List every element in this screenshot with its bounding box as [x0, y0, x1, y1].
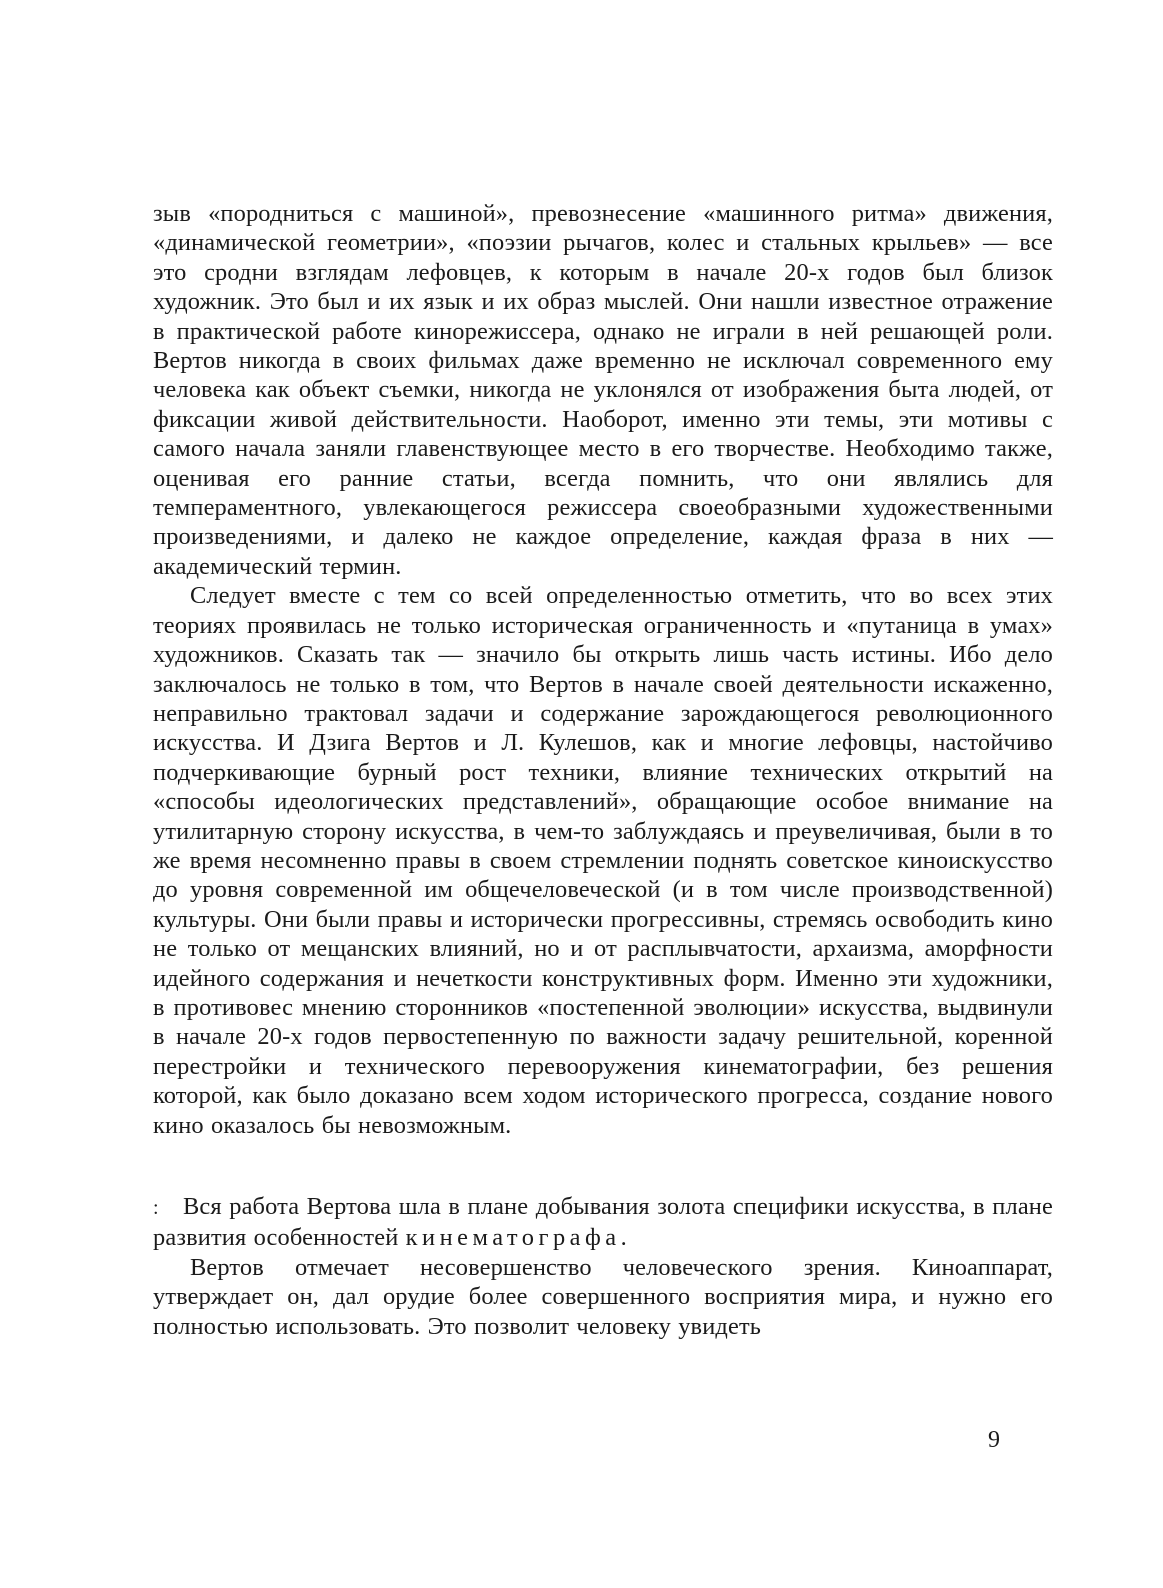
paragraph-marked: [153, 1192, 1053, 1253]
paragraph-end: .: [620, 1224, 627, 1252]
paragraph: Следует вместе с тем со всей определенностью отметить, что во всех этих теориях проявилась не только историческая ограниченность и «путаница в умах» художников. Сказать так — значило бы открыть лишь часть истины. Ибо дело заключалось не только в том, что Вертов в начале своей деятельности искаженно, неправильно трактовал задачи и содержание зарождающегося революционного искусства. И Дзига Вертов и Л. Кулешов, как и многие лефовцы, настойчиво подчеркивающие бурный рост техники, влияние технических открытий на «способы идеологических представлений», обращающие особое внимание на утилитарную сторону искусства, в чем-то заблуждаясь и преувеличивая, были в то же время несомненно правы в своем стремлении поднять советское киноискусство до уровня современной им общечеловеческой (и в том числе производственной) культуры. Они были правы и исторически прогрессивны, стремясь освободить кино не только от мещанских влияний, но и от расплывчатости, архаизма, аморфности идейного содержания и нечеткости конструктивных форм. Именно эти художники, в противовес мнению сторонников «постепенной эволюции» искусства, выдвинули в начале 20-х годов первостепенную по важности задачу решительной, коренной перестройки и технического перевооружения кинематографии, без решения которой, как было доказано всем ходом исторического прогресса, создание нового кино оказалось бы невозможным.: [153, 582, 1053, 1139]
paragraph-text: Вся работа Вертова шла в плане добывания золота специфики искусства, в плане развития особенностей: [153, 1193, 1053, 1252]
margin-mark: :: [153, 1197, 159, 1219]
paragraph-continuation: зыв «породниться с машиной», превознесение «машинного ритма» движения, «динамической геометрии», «поэзии рычагов, колес и стальных крыльев» — все это сродни взглядам лефовцев, к которым в начале 20-х годов был близок художник. Это был и их язык и их образ мыслей. Они нашли известное отражение в практической работе кинорежиссера, однако не играли в ней решающей роли. Вертов никогда в своих фильмах даже временно не исключал современного ему человека как объект съемки, никогда не уклонялся от изображения быта людей, от фиксации живой действительности. Наоборот, именно эти темы, эти мотивы с самого начала заняли главенствующее место в его творчестве. Необходимо также, оценивая его ранние статьи, всегда помнить, что они являлись для темпераментного, увлекающегося режиссера своеобразными художественными произведениями, и далеко не каждое определение, каждая фраза в них — академический термин.: [153, 200, 1053, 580]
spaced-emphasis: кинематографа: [405, 1224, 621, 1252]
page-body: [153, 199, 1053, 1489]
paragraph: Вертов отмечает несовершенство человеческого зрения. Киноаппарат, утверждает он, дал орудие более совершенного восприятия мира, и нужно его полностью использовать. Это позволит человеку увидеть: [153, 1253, 1053, 1340]
page-number: 9: [988, 1427, 1000, 1453]
